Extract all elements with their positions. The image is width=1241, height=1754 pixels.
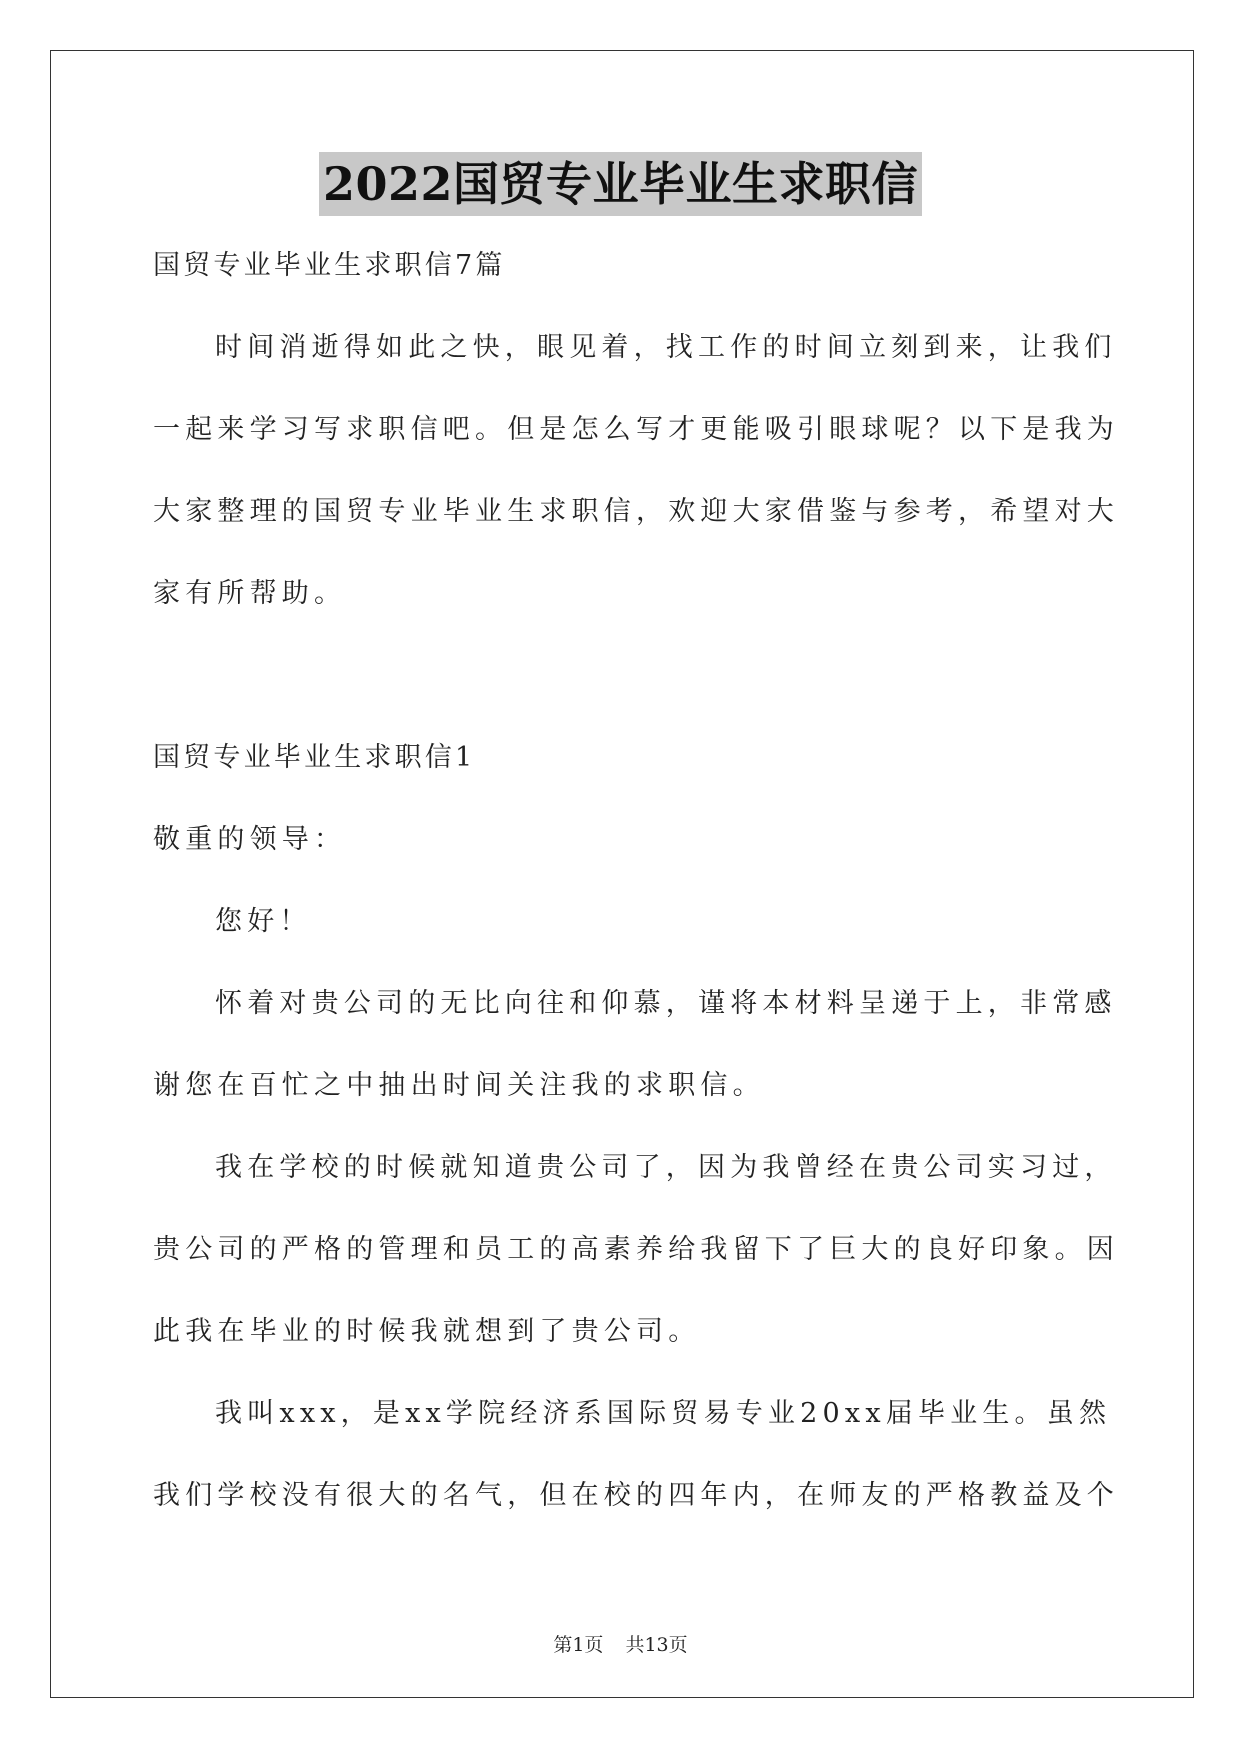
section-heading: 国贸专业毕业生求职信1 [153, 742, 476, 773]
page-number-total: 共13页 [625, 1634, 688, 1656]
greeting: 您好！ [215, 906, 312, 937]
paragraph-line: 我们学校没有很大的名气，但在校的四年内，在师友的严格教益及个 [153, 1480, 1119, 1511]
document-title: 2022国贸专业毕业生求职信 [319, 152, 922, 216]
subtitle: 国贸专业毕业生求职信7篇 [153, 250, 506, 281]
page-footer [0, 1630, 1241, 1657]
intro-line: 一起来学习写求职信吧。但是怎么写才更能吸引眼球呢？以下是我为 [153, 414, 1119, 445]
intro-line: 时间消逝得如此之快，眼见着，找工作的时间立刻到来，让我们 [215, 332, 1117, 363]
title-container [0, 152, 1241, 216]
paragraph-line: 我在学校的时候就知道贵公司了，因为我曾经在贵公司实习过， [215, 1152, 1117, 1183]
paragraph-line: 此我在毕业的时候我就想到了贵公司。 [153, 1316, 701, 1347]
paragraph-line: 谢您在百忙之中抽出时间关注我的求职信。 [153, 1070, 765, 1101]
paragraph-line: 我叫xxx，是xx学院经济系国际贸易专业20xx届毕业生。虽然 [215, 1398, 1112, 1429]
salutation: 敬重的领导： [153, 824, 347, 855]
intro-line: 家有所帮助。 [153, 578, 347, 609]
paragraph-line: 怀着对贵公司的无比向往和仰慕，谨将本材料呈递于上，非常感 [215, 988, 1117, 1019]
paragraph-line: 贵公司的严格的管理和员工的高素养给我留下了巨大的良好印象。因 [153, 1234, 1119, 1265]
blank-line [153, 635, 1093, 717]
intro-line: 大家整理的国贸专业毕业生求职信，欢迎大家借鉴与参考，希望对大 [153, 496, 1119, 527]
page-number-current: 第1页 [553, 1634, 604, 1656]
document-body [153, 225, 1119, 1537]
